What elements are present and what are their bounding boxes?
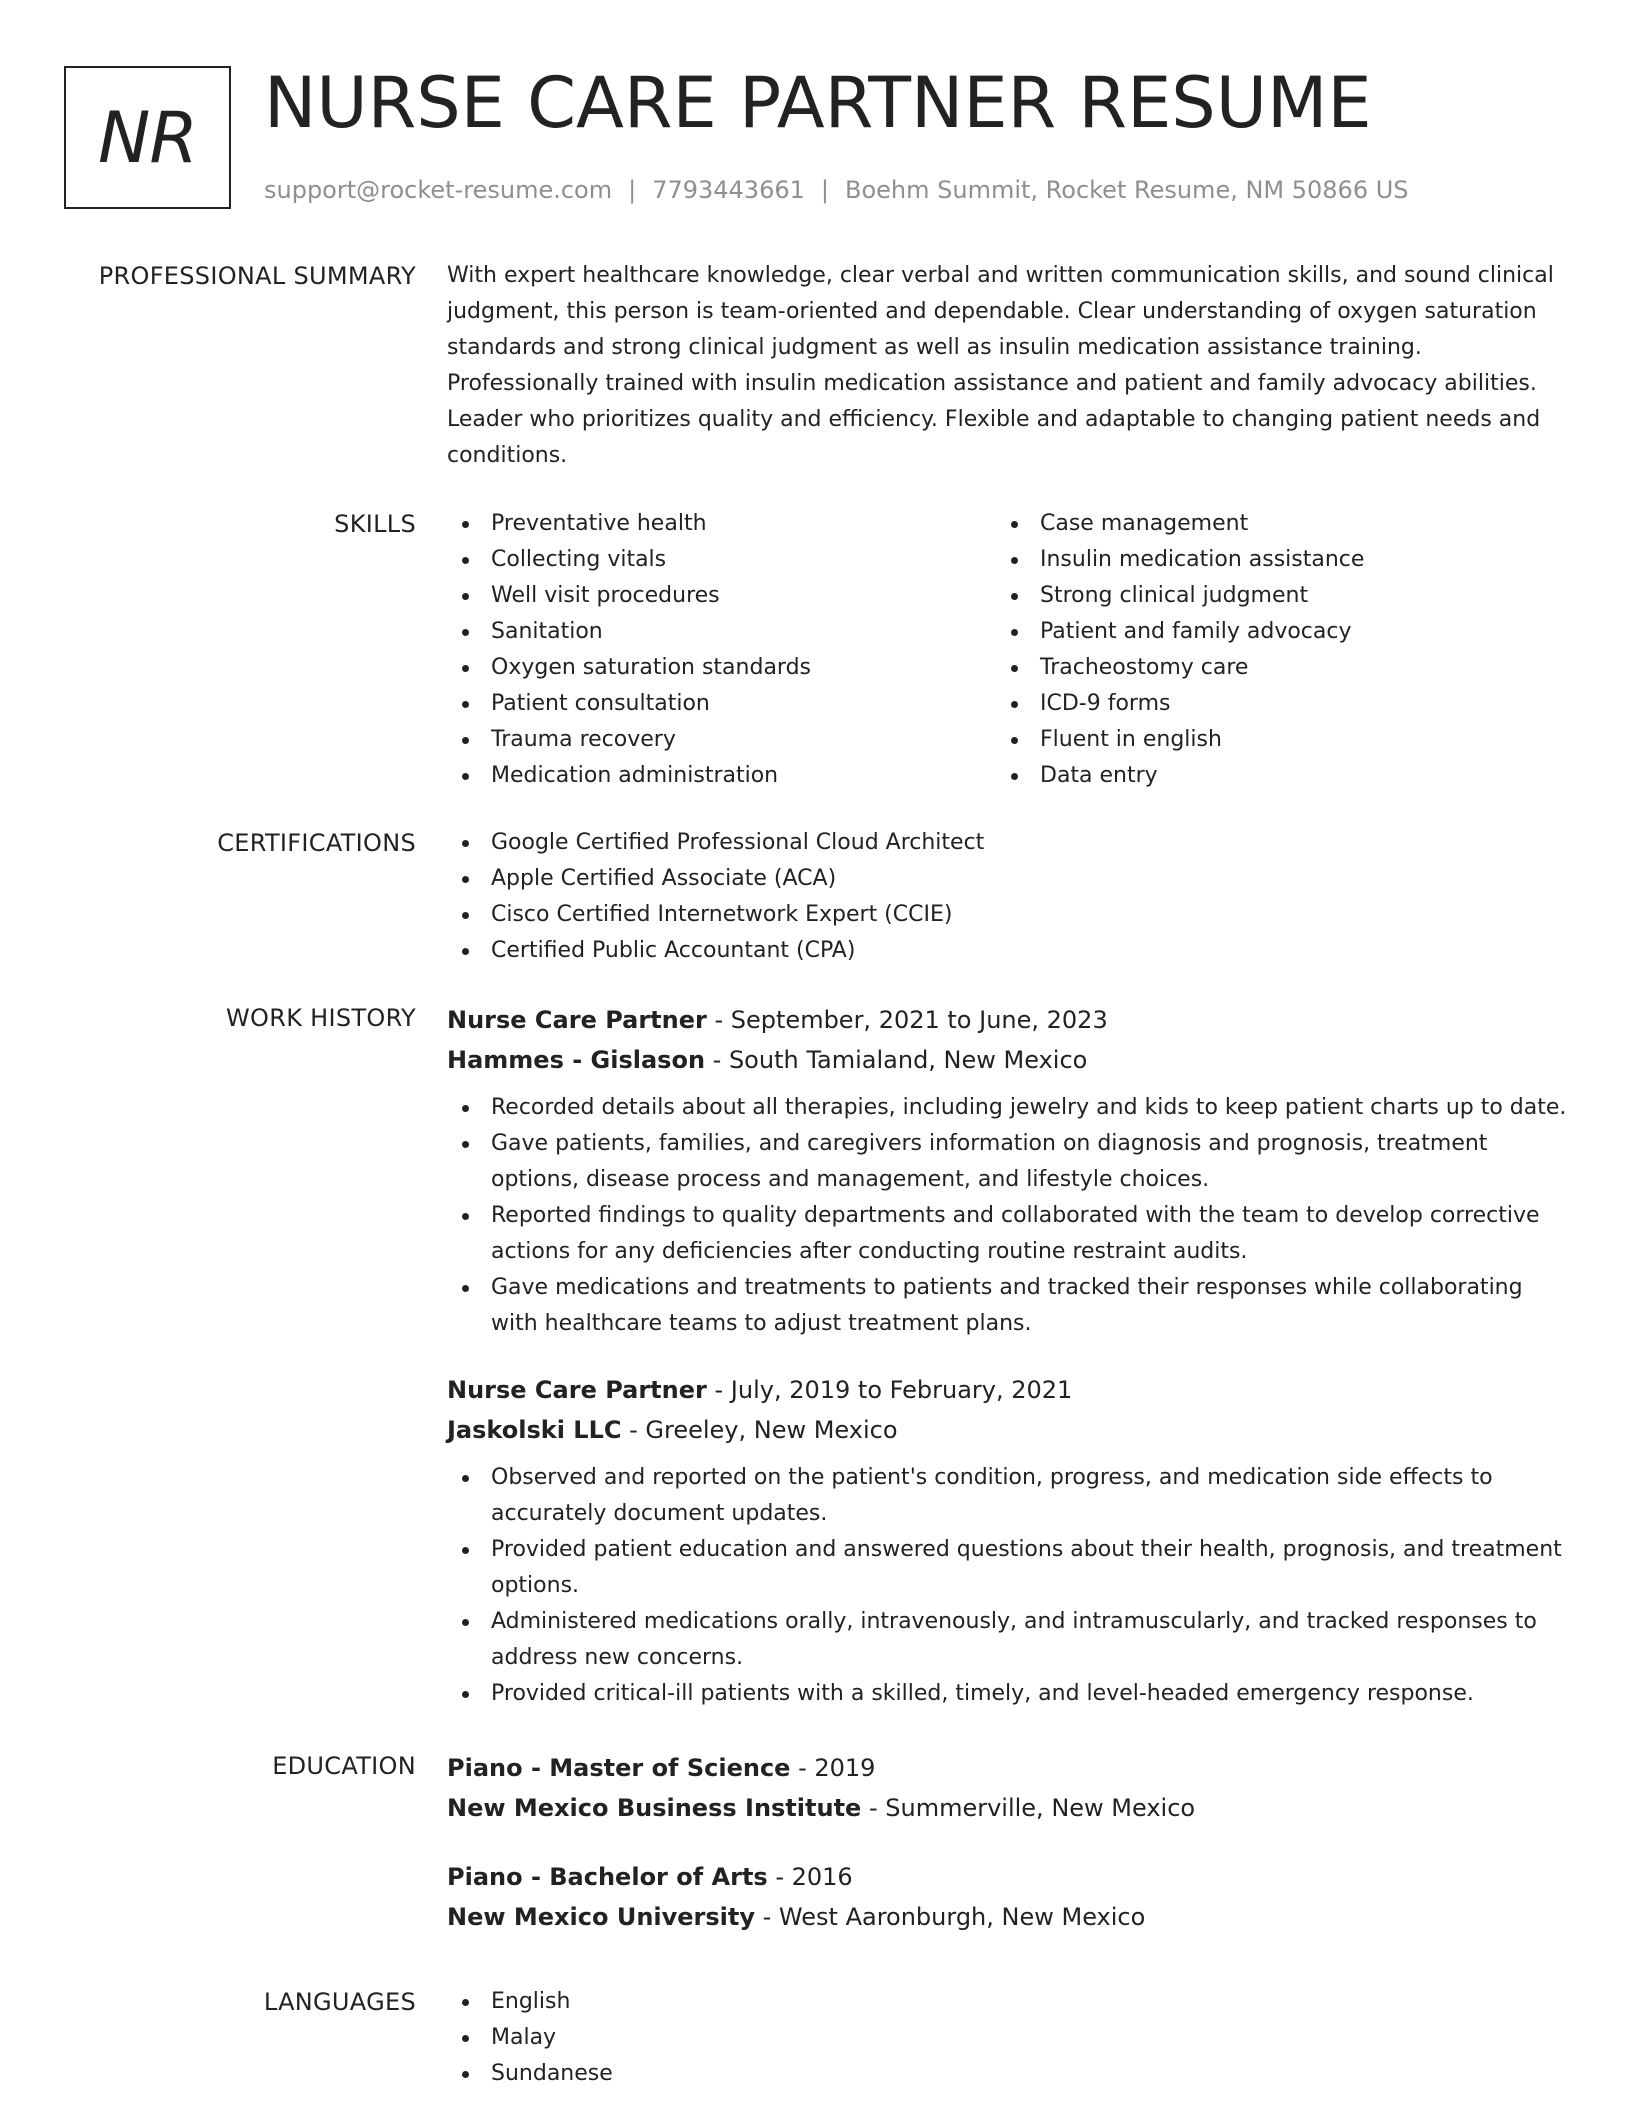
monogram-logo [64,66,231,209]
job-title-line [447,1000,1567,1040]
bullet-line: Provided critical-ill patients with a skilled, timely, and level-headed emergency response. [491,1681,1474,1706]
skill-item: Sanitation [447,614,987,650]
job-location: - Greeley, New Mexico [621,1416,898,1444]
summary-line: standards and strong clinical judgment as well as insulin medication assistance training. [447,335,1422,360]
skill-item: Case management [996,506,1536,542]
school: New Mexico University [447,1903,756,1931]
bullet-line: address new concerns. [491,1645,744,1670]
skill-item: Oxygen saturation standards [447,650,987,686]
summary-line: Professionally trained with insulin medication assistance and patient and family advocacy abilities. [447,371,1537,396]
monogram-text: NR [97,96,197,179]
bullet-line: Observed and reported on the patient's condition, progress, and medication side effects to [491,1465,1493,1490]
education-content [447,1748,1567,1937]
degree: Piano - Master of Science [447,1754,791,1782]
section-heading-languages: LANGUAGES [263,1988,416,2016]
skill-item: Preventative health [447,506,987,542]
skills-column-left [447,506,987,794]
graduation-year: - 2019 [790,1754,876,1782]
job-entry [447,1370,1567,1712]
job-bullet-list [447,1460,1567,1712]
bullet-line: options, disease process and management, and lifestyle choices. [491,1167,1210,1192]
languages-list [447,1984,1567,2092]
bullet-line: Recorded details about all therapies, including jewelry and kids to keep patient charts up to date. [491,1095,1567,1120]
email-text: support@rocket-resume.com [264,176,613,204]
contact-line [264,176,1409,204]
summary-text [447,258,1567,474]
skill-item: Insulin medication assistance [996,542,1536,578]
bullet-line: accurately document updates. [491,1501,828,1526]
school-location: - Summerville, New Mexico [861,1794,1196,1822]
work-history-content [447,1000,1567,1712]
job-title-line [447,1370,1567,1410]
skills-column-right [996,506,1536,794]
certification-item: Cisco Certified Internetwork Expert (CCIE) [447,897,1567,933]
bullet-line: Administered medications orally, intravenously, and intramuscularly, and tracked responses to [491,1609,1537,1634]
section-heading-work-history: WORK HISTORY [226,1004,416,1032]
skill-item: Collecting vitals [447,542,987,578]
skill-item: Trauma recovery [447,722,987,758]
job-bullet [447,1198,1567,1270]
education-entry [447,1857,1567,1937]
bullet-line: Gave medications and treatments to patients and tracked their responses while collaborating [491,1275,1523,1300]
job-bullet [447,1604,1567,1676]
degree: Piano - Bachelor of Arts [447,1863,768,1891]
certification-item: Certified Public Accountant (CPA) [447,933,1567,969]
skill-item: Fluent in english [996,722,1536,758]
bullet-line: with healthcare teams to adjust treatment plans. [491,1311,1032,1336]
job-bullet [447,1676,1567,1712]
bullet-line: Gave patients, families, and caregivers information on diagnosis and prognosis, treatment [491,1131,1488,1156]
job-dates: - July, 2019 to February, 2021 [706,1376,1073,1404]
job-bullet-list [447,1090,1567,1342]
language-item: Sundanese [447,2056,1567,2092]
job-company: Jaskolski LLC [447,1416,622,1444]
job-bullet [447,1090,1567,1126]
school-line [447,1788,1567,1828]
job-bullet [447,1460,1567,1532]
section-heading-education: EDUCATION [272,1752,416,1780]
job-title: Nurse Care Partner [447,1006,707,1034]
job-company: Hammes - Gislason [447,1046,706,1074]
job-title: Nurse Care Partner [447,1376,707,1404]
summary-line: Leader who prioritizes quality and efficiency. Flexible and adaptable to changing patient needs and [447,407,1541,432]
skill-item: Well visit procedures [447,578,987,614]
language-item: Malay [447,2020,1567,2056]
school-line [447,1897,1567,1937]
bullet-line: Reported findings to quality departments and collaborated with the team to develop corrective [491,1203,1540,1228]
skill-item: Medication administration [447,758,987,794]
skill-item: ICD-9 forms [996,686,1536,722]
skill-item: Data entry [996,758,1536,794]
phone-text: 7793443661 [652,176,805,204]
certification-item: Google Certified Professional Cloud Architect [447,825,1567,861]
job-bullet [447,1532,1567,1604]
job-company-line [447,1410,1567,1450]
job-company-line [447,1040,1567,1080]
summary-line: With expert healthcare knowledge, clear verbal and written communication skills, and sound clinical [447,263,1554,288]
degree-line [447,1857,1567,1897]
separator: | [820,176,829,204]
section-heading-certifications: CERTIFICATIONS [217,829,416,857]
bullet-line: options. [491,1573,580,1598]
resume-title: NURSE CARE PARTNER RESUME [264,62,1372,144]
graduation-year: - 2016 [767,1863,853,1891]
job-bullet [447,1126,1567,1198]
education-entry [447,1748,1567,1828]
certifications-list [447,825,1567,969]
skill-item: Patient and family advocacy [996,614,1536,650]
language-item: English [447,1984,1567,2020]
skill-item: Tracheostomy care [996,650,1536,686]
skill-item: Patient consultation [447,686,987,722]
degree-line [447,1748,1567,1788]
skills-list [447,506,1567,796]
school-location: - West Aaronburgh, New Mexico [755,1903,1146,1931]
job-bullet [447,1270,1567,1342]
summary-line: judgment, this person is team-oriented and dependable. Clear understanding of oxygen saturation [447,299,1537,324]
address-text: Boehm Summit, Rocket Resume, NM 50866 US [844,176,1409,204]
bullet-line: Provided patient education and answered questions about their health, prognosis, and treatment [491,1537,1562,1562]
separator: | [628,176,637,204]
job-dates: - September, 2021 to June, 2023 [706,1006,1108,1034]
certification-item: Apple Certified Associate (ACA) [447,861,1567,897]
bullet-line: actions for any deficiencies after conducting routine restraint audits. [491,1239,1248,1264]
skill-item: Strong clinical judgment [996,578,1536,614]
job-entry [447,1000,1567,1342]
school: New Mexico Business Institute [447,1794,862,1822]
job-location: - South Tamialand, New Mexico [705,1046,1088,1074]
summary-line: conditions. [447,443,568,468]
section-heading-summary: PROFESSIONAL SUMMARY [98,262,416,290]
section-heading-skills: SKILLS [334,510,416,538]
